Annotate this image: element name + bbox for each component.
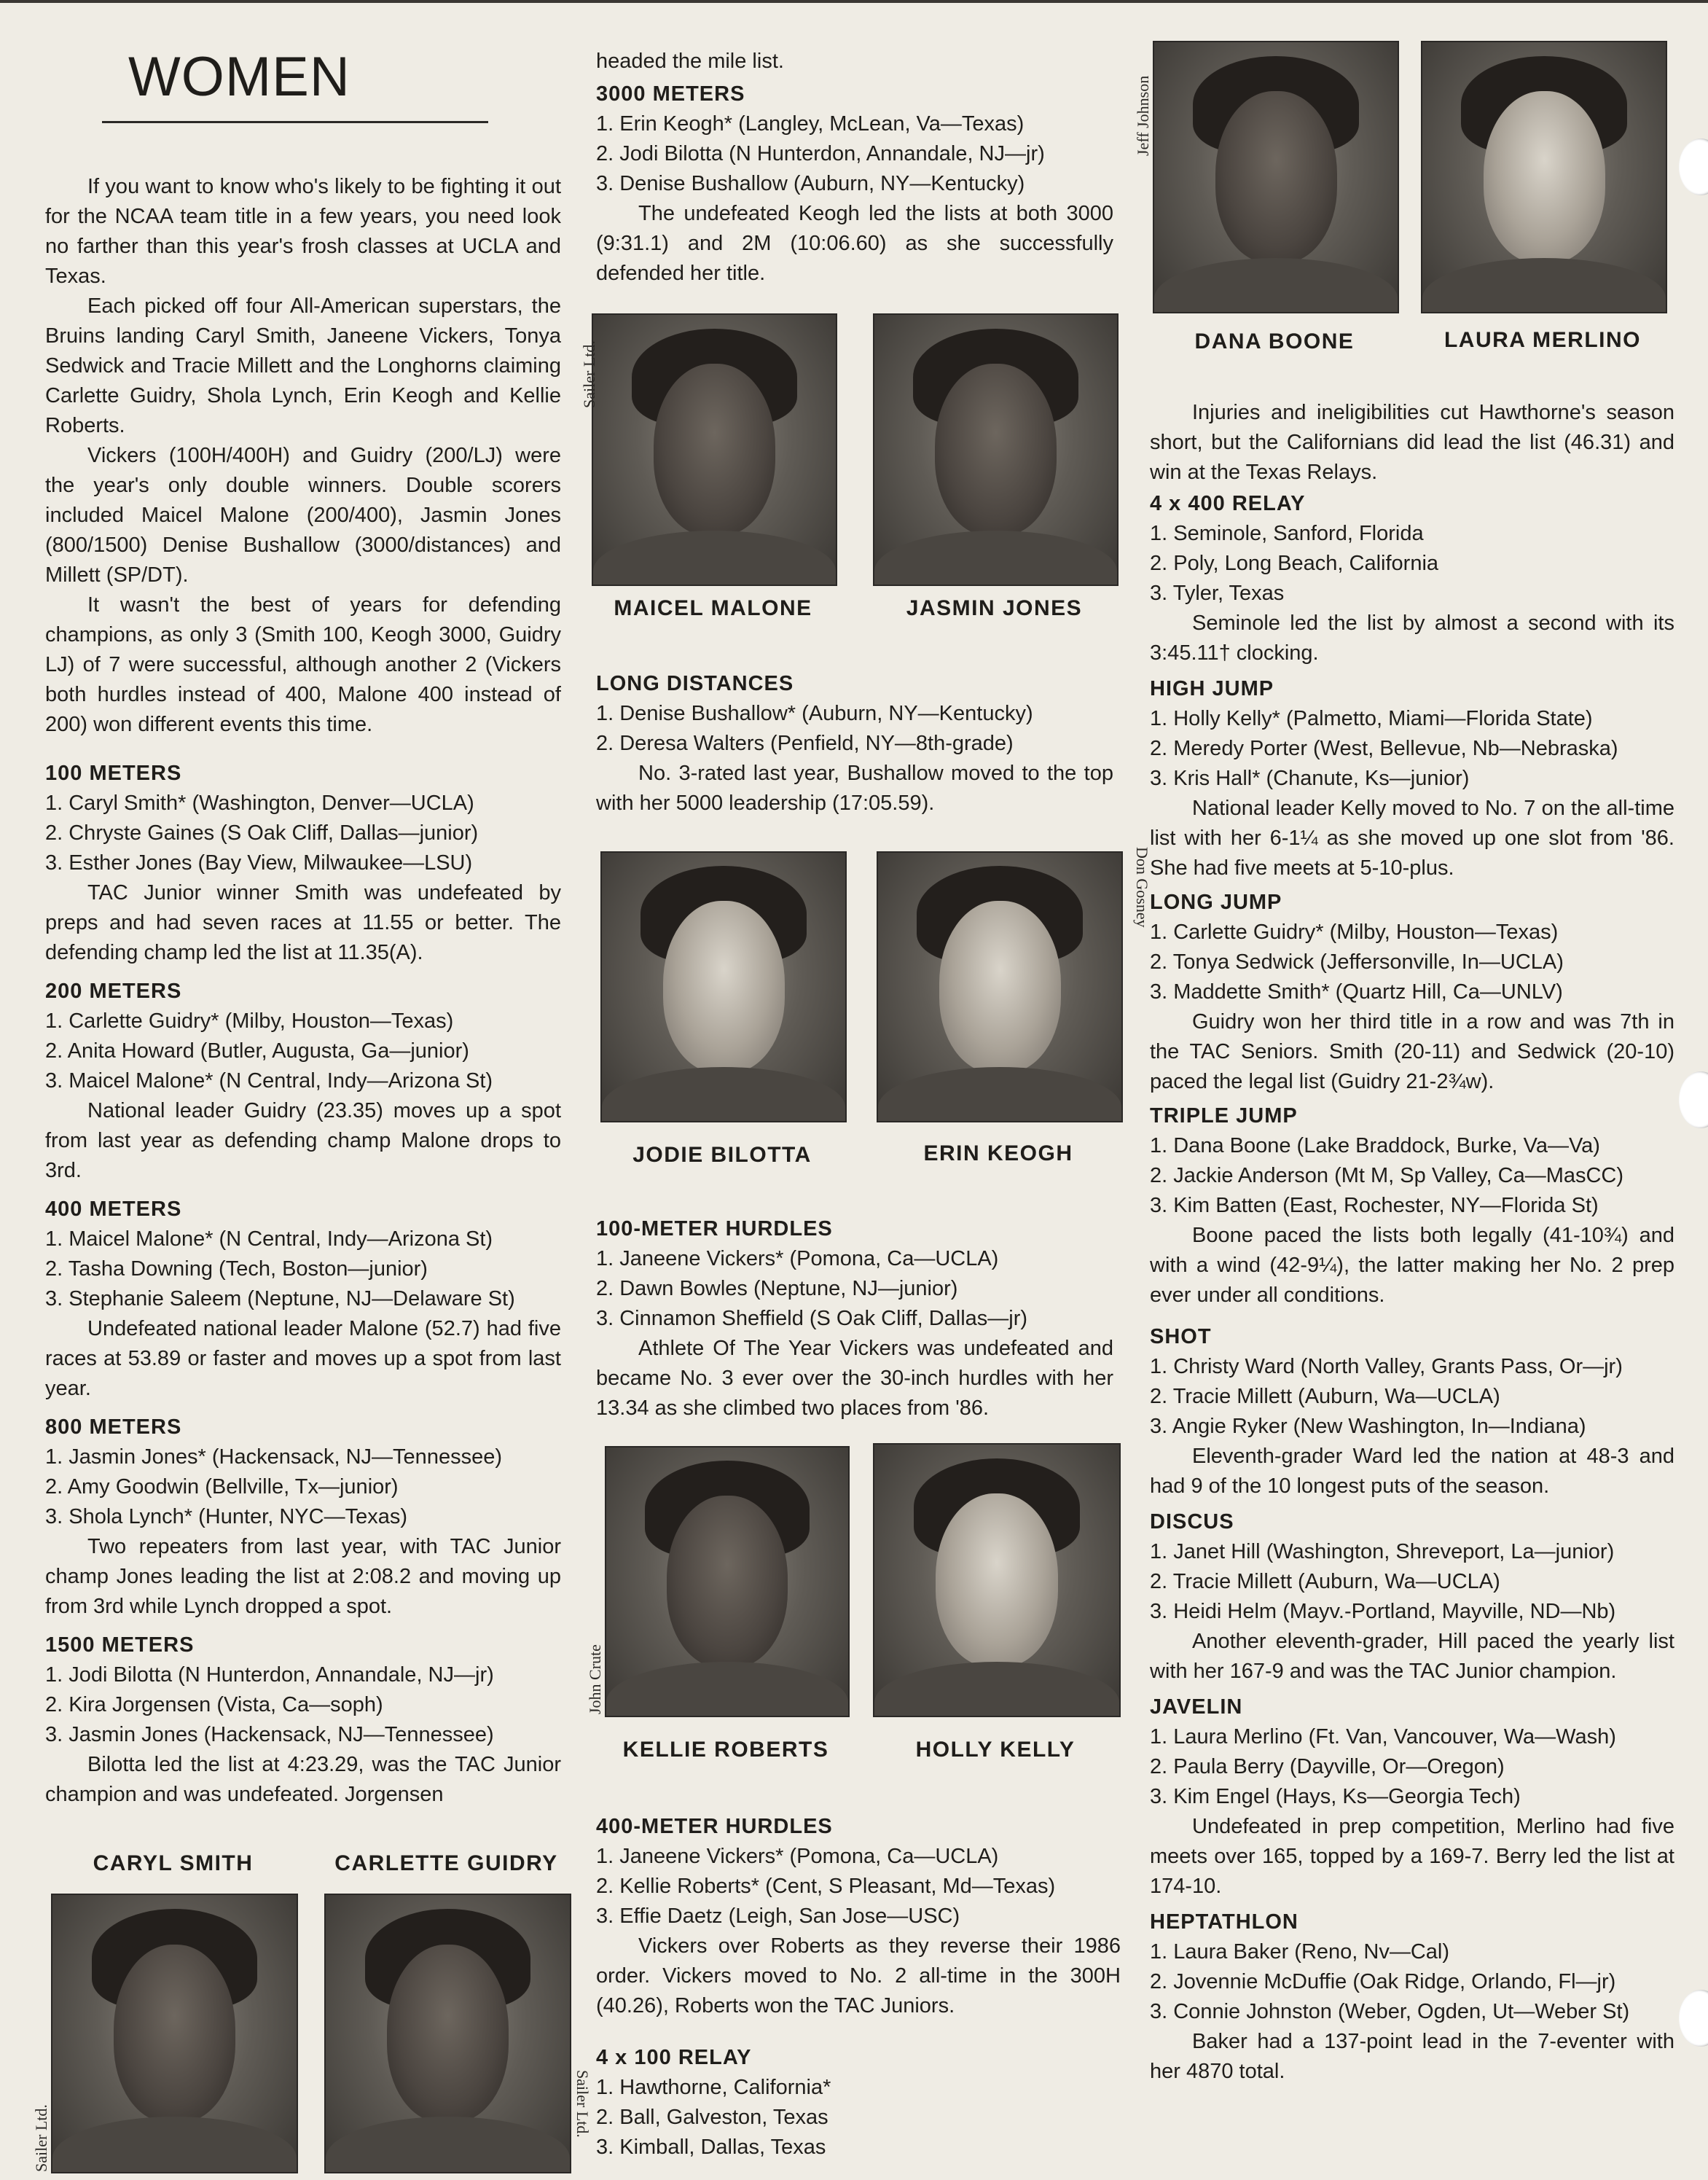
athlete-photo: [592, 313, 837, 586]
event-note: Eleventh-grader Ward led the nation at 48-3 and had 9 of the 10 longest puts of the season.: [1150, 1445, 1674, 1498]
result-item: 3. Effie Daetz (Leigh, San Jose—USC): [596, 1904, 960, 1928]
event-note: Undefeated national leader Malone (52.7) had five races at 53.89 or faster and moves up a spot from last year.: [45, 1317, 561, 1400]
column-2-mid: [596, 669, 1128, 819]
photo-credit: Sailer Ltd.: [580, 340, 598, 408]
column-2-top: [596, 47, 1128, 289]
result-item: 3. Maicel Malone* (N Central, Indy—Arizona St): [45, 1069, 493, 1093]
athlete-photo: [1153, 41, 1399, 313]
event-heading-4x100-relay: 4 x 100 RELAY: [596, 2046, 752, 2069]
athlete-photo: [605, 1446, 850, 1717]
photo-caption: CARLETTE GUIDRY: [334, 1851, 558, 1875]
event-heading-100m-hurdles: 100-METER HURDLES: [596, 1217, 833, 1241]
event-heading-triple-jump: TRIPLE JUMP: [1150, 1104, 1298, 1128]
result-item: 2. Chryste Gaines (S Oak Cliff, Dallas—junior): [45, 821, 479, 845]
event-note: Baker had a 137-point lead in the 7-eventer with her 4870 total.: [1150, 2030, 1674, 2083]
event-note: Boone paced the lists both legally (41-10¾) and with a wind (42-9¼), the latter making her No. 2 prep ever under all conditions.: [1150, 1224, 1674, 1307]
result-item: 2. Deresa Walters (Penfield, NY—8th-grade): [596, 732, 1014, 755]
event-heading-800m: 800 METERS: [45, 1415, 182, 1439]
result-item: 2. Tonya Sedwick (Jeffersonville, In—UCLA): [1150, 950, 1564, 974]
event-heading-3000m: 3000 METERS: [596, 82, 745, 106]
event-note: Bilotta led the list at 4:23.29, was the TAC Junior champion and was undefeated. Jorgensen: [45, 1753, 561, 1806]
athlete-photo: [873, 1443, 1121, 1717]
event-heading-heptathlon: HEPTATHLON: [1150, 1910, 1298, 1934]
result-item: 3. Tyler, Texas: [1150, 582, 1285, 605]
result-item: 1. Seminole, Sanford, Florida: [1150, 522, 1424, 545]
title-rule: [102, 121, 488, 123]
athlete-photo: [51, 1894, 298, 2173]
event-heading-4x400-relay: 4 x 400 RELAY: [1150, 492, 1306, 515]
result-item: 2. Meredy Porter (West, Bellevue, Nb—Nebraska): [1150, 737, 1618, 760]
result-item: 3. Maddette Smith* (Quartz Hill, Ca—UNLV): [1150, 980, 1563, 1004]
result-item: 1. Laura Baker (Reno, Nv—Cal): [1150, 1940, 1449, 1964]
result-item: 3. Kris Hall* (Chanute, Ks—junior): [1150, 767, 1470, 790]
event-note: National leader Kelly moved to No. 7 on the all-time list with her 6-1¼ as she moved up one slot from '86. She had five meets at 5-10-plus.: [1150, 797, 1674, 880]
result-item: 2. Tracie Millett (Auburn, Wa—UCLA): [1150, 1385, 1500, 1408]
event-heading-javelin: JAVELIN: [1150, 1695, 1243, 1719]
event-note: Seminole led the list by almost a second with its 3:45.11† clocking.: [1150, 612, 1674, 665]
column-3: [1150, 398, 1674, 2087]
athlete-photo: [873, 313, 1119, 586]
result-item: 3. Denise Bushallow (Auburn, NY—Kentucky): [596, 172, 1025, 195]
athlete-photo: [1421, 41, 1667, 313]
result-item: 1. Dana Boone (Lake Braddock, Burke, Va—Va): [1150, 1134, 1600, 1157]
result-item: 2. Kira Jorgensen (Vista, Ca—soph): [45, 1693, 383, 1716]
result-item: 3. Kim Engel (Hays, Ks—Georgia Tech): [1150, 1785, 1521, 1808]
event-note: Another eleventh-grader, Hill paced the yearly list with her 167-9 and was the TAC Junior champion.: [1150, 1630, 1674, 1683]
result-item: 2. Poly, Long Beach, California: [1150, 552, 1439, 575]
event-heading-discus: DISCUS: [1150, 1510, 1234, 1534]
event-note: No. 3-rated last year, Bushallow moved to the top with her 5000 leadership (17:05.59).: [596, 762, 1113, 815]
result-item: 2. Jovennie McDuffie (Oak Ridge, Orlando, Fl—jr): [1150, 1970, 1616, 1993]
result-item: 1. Carlette Guidry* (Milby, Houston—Texas): [1150, 921, 1559, 944]
result-item: 3. Esther Jones (Bay View, Milwaukee—LSU): [45, 851, 473, 875]
result-item: 2. Ball, Galveston, Texas: [596, 2106, 828, 2129]
event-note: Injuries and ineligibilities cut Hawthorne's season short, but the Californians did lead the list (46.31) and win at the Texas Relays.: [1150, 401, 1674, 484]
event-heading-long-distances: LONG DISTANCES: [596, 672, 794, 695]
result-item: 2. Tracie Millett (Auburn, Wa—UCLA): [1150, 1570, 1500, 1593]
result-item: 1. Denise Bushallow* (Auburn, NY—Kentucky): [596, 702, 1033, 725]
result-item: 3. Kim Batten (East, Rochester, NY—Florida St): [1150, 1194, 1599, 1217]
event-heading-400m: 400 METERS: [45, 1198, 182, 1221]
intro-paragraph: If you want to know who's likely to be fighting it out for the NCAA team title in a few years, you need look no farther than this year's frosh classes at UCLA and Texas.: [45, 175, 561, 288]
result-item: 1. Holly Kelly* (Palmetto, Miami—Florida State): [1150, 707, 1593, 730]
event-note: National leader Guidry (23.35) moves up a spot from last year as defending champ Malone drops to 3rd.: [45, 1099, 561, 1182]
photo-caption: JASMIN JONES: [906, 596, 1083, 620]
result-item: 2. Anita Howard (Butler, Augusta, Ga—junior): [45, 1039, 469, 1063]
page-title: WOMEN: [128, 46, 350, 108]
result-item: 1. Maicel Malone* (N Central, Indy—Arizona St): [45, 1227, 493, 1251]
binder-hole: [1679, 1071, 1708, 1128]
result-item: 2. Paula Berry (Dayville, Or—Oregon): [1150, 1755, 1505, 1778]
photo-caption: ERIN KEOGH: [923, 1141, 1073, 1165]
photo-caption: KELLIE ROBERTS: [622, 1738, 829, 1762]
photo-caption: MAICEL MALONE: [614, 596, 812, 620]
result-item: 1. Erin Keogh* (Langley, McLean, Va—Texas): [596, 112, 1025, 136]
event-heading-1500m: 1500 METERS: [45, 1633, 195, 1657]
intro-paragraph: Vickers (100H/400H) and Guidry (200/LJ) were the year's only double winners. Double scorers included Maicel Malone (200/400), Jasmin Jones (800/1500) Denise Bushallow (3000/distances) and Millett (SP/DT).: [45, 444, 561, 587]
result-item: 1. Janeene Vickers* (Pomona, Ca—UCLA): [596, 1247, 999, 1270]
column-2-bottom: [596, 1812, 1128, 2163]
athlete-photo: [324, 1894, 571, 2173]
event-note: The undefeated Keogh led the lists at both 3000 (9:31.1) and 2M (10:06.60) as she successfully defended her title.: [596, 202, 1113, 285]
result-item: 1. Janet Hill (Washington, Shreveport, La—junior): [1150, 1540, 1615, 1563]
continuation-text: headed the mile list.: [596, 50, 784, 73]
photo-caption: DANA BOONE: [1194, 329, 1355, 353]
result-item: 2. Amy Goodwin (Bellville, Tx—junior): [45, 1475, 399, 1499]
result-item: 1. Caryl Smith* (Washington, Denver—UCLA): [45, 792, 474, 815]
result-item: 2. Tasha Downing (Tech, Boston—junior): [45, 1257, 428, 1281]
result-item: 1. Janeene Vickers* (Pomona, Ca—UCLA): [596, 1845, 999, 1868]
column-1: [45, 172, 561, 1810]
photo-credit: Sailer Ltd.: [32, 2104, 50, 2172]
column-2-hurdles: [596, 1214, 1128, 1423]
result-item: 3. Angie Ryker (New Washington, In—Indiana): [1150, 1415, 1586, 1438]
photo-caption: HOLLY KELLY: [915, 1738, 1076, 1762]
event-note: Guidry won her third title in a row and was 7th in the TAC Seniors. Smith (20-11) and Sedwick (20-10) paced the legal list (Guidry 21-2¾w).: [1150, 1010, 1674, 1093]
photo-credit: Jeff Johnson: [1134, 75, 1152, 156]
event-heading-100m: 100 METERS: [45, 762, 182, 785]
result-item: 1. Carlette Guidry* (Milby, Houston—Texas): [45, 1009, 454, 1033]
result-item: 2. Kellie Roberts* (Cent, S Pleasant, Md—Texas): [596, 1875, 1056, 1898]
binder-hole: [1679, 138, 1708, 195]
event-note: Two repeaters from last year, with TAC Junior champ Jones leading the list at 2:08.2 and moving up from 3rd while Lynch dropped a spot.: [45, 1535, 561, 1618]
photo-credit: Sailer Ltd.: [573, 2070, 592, 2138]
result-item: 1. Christy Ward (North Valley, Grants Pass, Or—jr): [1150, 1355, 1623, 1378]
result-item: 3. Connie Johnston (Weber, Ogden, Ut—Weber St): [1150, 2000, 1630, 2023]
event-note: TAC Junior winner Smith was undefeated by preps and had seven races at 11.55 or better. The defending champ led the list at 11.35(A).: [45, 881, 561, 964]
result-item: 1. Hawthorne, California*: [596, 2076, 831, 2099]
result-item: 1. Jasmin Jones* (Hackensack, NJ—Tennessee): [45, 1445, 502, 1469]
event-heading-long-jump: LONG JUMP: [1150, 891, 1282, 914]
photo-caption: JODIE BILOTTA: [632, 1143, 812, 1167]
event-heading-400m-hurdles: 400-METER HURDLES: [596, 1815, 833, 1838]
result-item: 3. Stephanie Saleem (Neptune, NJ—Delaware St): [45, 1287, 515, 1310]
result-item: 3. Jasmin Jones (Hackensack, NJ—Tennessee): [45, 1723, 494, 1746]
photo-credit: Don Gosney: [1133, 847, 1151, 928]
result-item: 1. Laura Merlino (Ft. Van, Vancouver, Wa—Wash): [1150, 1725, 1616, 1749]
athlete-photo: [877, 851, 1123, 1122]
intro-paragraph: It wasn't the best of years for defending champions, as only 3 (Smith 100, Keogh 3000, Guidry LJ) of 7 were successful, although another 2 (Vickers both hurdles instead of 400, Malone 400 instead of 200) won different events this time.: [45, 593, 561, 736]
event-heading-shot: SHOT: [1150, 1325, 1212, 1348]
top-rule: [0, 0, 1708, 3]
athlete-photo: [600, 851, 847, 1122]
photo-credit: John Crute: [586, 1644, 604, 1714]
result-item: 2. Jodi Bilotta (N Hunterdon, Annandale, NJ—jr): [596, 142, 1045, 165]
result-item: 2. Dawn Bowles (Neptune, NJ—junior): [596, 1277, 958, 1300]
result-item: 3. Shola Lynch* (Hunter, NYC—Texas): [45, 1505, 407, 1528]
result-item: 3. Heidi Helm (Mayv.-Portland, Mayville, ND—Nb): [1150, 1600, 1616, 1623]
result-item: 2. Jackie Anderson (Mt M, Sp Valley, Ca—MasCC): [1150, 1164, 1624, 1187]
photo-caption: CARYL SMITH: [93, 1851, 254, 1875]
event-heading-200m: 200 METERS: [45, 980, 182, 1003]
event-note: Athlete Of The Year Vickers was undefeated and became No. 3 ever over the 30-inch hurdles with her 13.34 as she climbed two places from '86.: [596, 1337, 1113, 1420]
result-item: 1. Jodi Bilotta (N Hunterdon, Annandale, NJ—jr): [45, 1663, 494, 1687]
binder-hole: [1679, 1990, 1708, 2047]
event-note: Undefeated in prep competition, Merlino had five meets over 165, topped by a 169-7. Berry led the list at 174-10.: [1150, 1815, 1674, 1898]
result-item: 3. Cinnamon Sheffield (S Oak Cliff, Dallas—jr): [596, 1307, 1028, 1330]
event-heading-high-jump: HIGH JUMP: [1150, 677, 1274, 700]
intro-paragraph: Each picked off four All-American superstars, the Bruins landing Caryl Smith, Janeene Vickers, Tonya Sedwick and Tracie Millett and the Longhorns claiming Carlette Guidry, Shola Lynch, Erin Keogh and Kellie Roberts.: [45, 294, 561, 437]
photo-caption: LAURA MERLINO: [1443, 328, 1642, 352]
result-item: 3. Kimball, Dallas, Texas: [596, 2136, 826, 2159]
event-note: Vickers over Roberts as they reverse their 1986 order. Vickers moved to No. 2 all-time in the 300H (40.26), Roberts won the TAC Juniors.: [596, 1934, 1121, 2017]
